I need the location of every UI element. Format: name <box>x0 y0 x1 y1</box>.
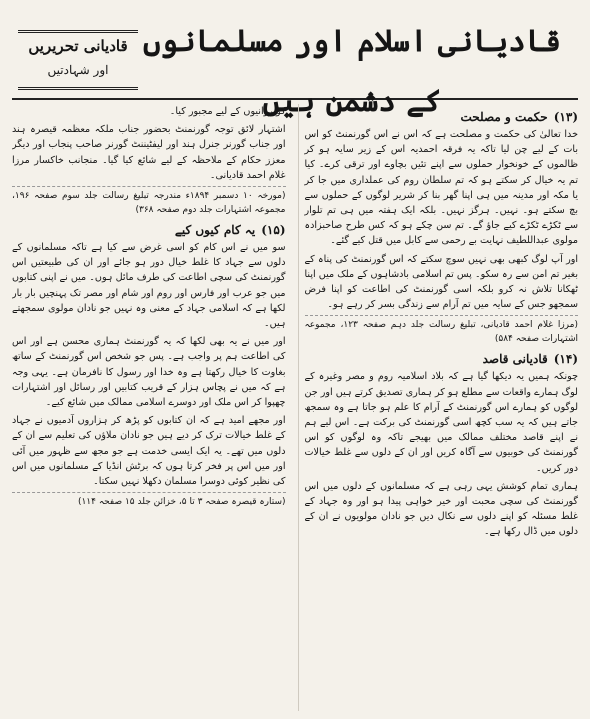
body-paragraph: اشتہار لائق توجہ گورنمنٹ بحضور جناب ملکہ معظمہ قیصرہ ہند اور جناب گورنر جنرل ہند اور لیفٹیننٹ گورنر صاحب پنجاب اور دیگر معزز حکام کے ملاحظہ کے لیے شائع کیا گیا۔ منجانب خاکسار مرزا غلام احمد قادیانی۔ <box>12 124 286 181</box>
reference-citation: (مرزا غلام احمد قادیانی، تبلیغ رسالت جلد دہم صفحہ ۱۲۳، مجموعہ اشتہارات صفحہ ۵۸۴) <box>305 315 579 346</box>
right-column <box>298 104 579 711</box>
page-title: قادیانی اسلام اور مسلمانوں کے دشمن ہیں <box>142 24 562 119</box>
body-paragraph: کو روانیوں کے لیے مجبور کیا۔ <box>169 106 286 117</box>
left-column <box>12 104 286 711</box>
body-paragraph: اور مجھے امید ہے کہ ان کتابوں کو پڑھ کر ہزاروں آدمیوں نے جہاد کے غلط خیالات ترک کر دیے ہیں جو نادان ملاؤں کی تعلیم سے ان کے دلوں میں تھے۔ یہ ایک ایسی خدمت ہے جو مجھ سے ظہور میں آئی اور میں اس پر فخر کرتا ہوں کہ برٹش انڈیا کے مسلمانوں میں اس کی نظیر کوئی دوسرا مسلمان دکھلا نہیں سکتا۔ <box>12 415 286 488</box>
series-subtitle: اور شہادتیں <box>47 63 109 77</box>
body-paragraph: اور آپ لوگ کبھی بھی نہیں سوچ سکتے کہ اس گورنمنٹ کی پناہ کے بغیر تم امن سے رہ سکو۔ پس تم اسلامی بادشاہوں کے ملک میں اپنا ٹھکانا تلاش نہ کرو بلکہ اسی گورنمنٹ کی اطاعت کو اپنا فرض سمجھو جس کے سایہ میں تم آرام سے زندگی بسر کر رہے ہو۔ <box>304 253 578 311</box>
section-heading <box>12 223 286 237</box>
section-title: یہ کام کیوں کیے <box>174 223 256 238</box>
series-box <box>18 30 138 90</box>
body-paragraph: خدا تعالیٰ کی حکمت و مصلحت ہے کہ اس نے اس گورنمنٹ کو اس بات کے لیے چن لیا تاکہ یہ فرقہ احمدیہ اس کے زیر سایہ ہو کر ظالموں کے خونخوار حملوں سے اپنے تئیں بچاوے اور ترقی کرے۔ کیا تم یہ خیال کر سکتے ہو کہ تم سلطان روم کی عملداری میں جا کر یا مکہ اور مدینہ میں ہی اپنا گھر بنا کر شریر لوگوں کے حملوں سے بچ سکتے ہو۔ نہیں۔ ہرگز نہیں۔ بلکہ ایک ہفتہ میں ہی تم تلوار سے ٹکڑے ٹکڑے کیے جاؤ گے۔ تم سن چکے ہو کہ کس طرح صاحبزادہ مولوی عبداللطیف نہایت بے رحمی سے کابل میں قتل کیے گئے۔ <box>304 129 578 247</box>
reference-citation: (ستارہ قیصرہ صفحہ ۳ تا ۵، خزائن جلد ۱۵ صفحہ ۱۱۴) <box>12 492 286 509</box>
body-paragraph: چونکہ ہمیں یہ دیکھا گیا ہے کہ بلاد اسلامیہ روم و مصر وغیرہ کے لوگ ہمارے واقعات سے مطلع ہو کر ہماری تصدیق کرتے ہیں اور جن لوگوں کو ہمارے اس گورنمنٹ کے آرام کا علم ہو جاتا ہے وہ سمجھ جاتے ہیں کہ یہ سب کچھ اسی گورنمنٹ کی برکت ہے۔ اس لیے ہم نے اپنے قاصد مختلف ممالک میں بھیجے تاکہ وہ لوگوں کو اس گورنمنٹ کی خوبیوں سے آگاہ کریں اور ان کے دلوں سے غلط خیالات دور کریں۔ <box>304 371 578 474</box>
text-columns <box>12 104 578 711</box>
section-heading <box>305 352 579 366</box>
section-number: (۱۵) <box>261 223 286 238</box>
section-number: (۱۴) <box>553 352 578 367</box>
section-title: حکمت و مصلحت <box>460 110 548 124</box>
section-title: قادیانی قاصد <box>482 352 548 367</box>
body-paragraph: ہماری تمام کوشش یہی رہی ہے کہ مسلمانوں کے دلوں میں اس گورنمنٹ کی سچی محبت اور خیر خواہی پیدا ہو اور وہ جہاد کے غلط مسئلہ کو اپنے دلوں سے نکال دیں جو نادان مولویوں نے ان کے دلوں میں ڈال رکھا ہے۔ <box>304 480 578 538</box>
reference-citation: (مورخہ ۱۰ دسمبر ۱۸۹۴ء مندرجہ تبلیغ رسالت جلد سوم صفحہ ۱۹۶، مجموعہ اشتہارات جلد دوم صفحہ ۳۶۸) <box>12 186 286 217</box>
body-paragraph: سو میں نے اس کام کو اسی غرض سے کیا ہے تاکہ مسلمانوں کے دلوں سے جہاد کا غلط خیال دور ہو جائے اور ان کی طبیعتیں اس گورنمنٹ کی سچی اطاعت کی طرف مائل ہوں۔ میں نے اپنی کتابوں میں جو عرب اور فارس اور روم اور شام اور مصر تک پہنچیں بار بار لکھا ہے کہ اسلامی جہاد کے معنی وہ نہیں جو نادان مولوی سمجھتے ہیں۔ <box>12 242 286 330</box>
section-number: (۱۳) <box>553 110 578 124</box>
section-heading <box>305 110 579 124</box>
series-title: قادیانی تحریریں <box>28 37 128 55</box>
body-paragraph: اور میں نے یہ بھی لکھا کہ یہ گورنمنٹ ہماری محسن ہے اور اس کی اطاعت ہم پر واجب ہے۔ پس جو شخص اس گورنمنٹ کے ساتھ بغاوت کا خیال رکھتا ہے وہ خدا اور رسول کا نافرمان ہے۔ یہی وجہ ہے کہ میں نے پچاس ہزار کے قریب کتابیں اور رسائل اور اشتہارات چھپوا کر اس ملک اور دوسرے اسلامی ممالک میں شائع کیے۔ <box>12 336 286 409</box>
